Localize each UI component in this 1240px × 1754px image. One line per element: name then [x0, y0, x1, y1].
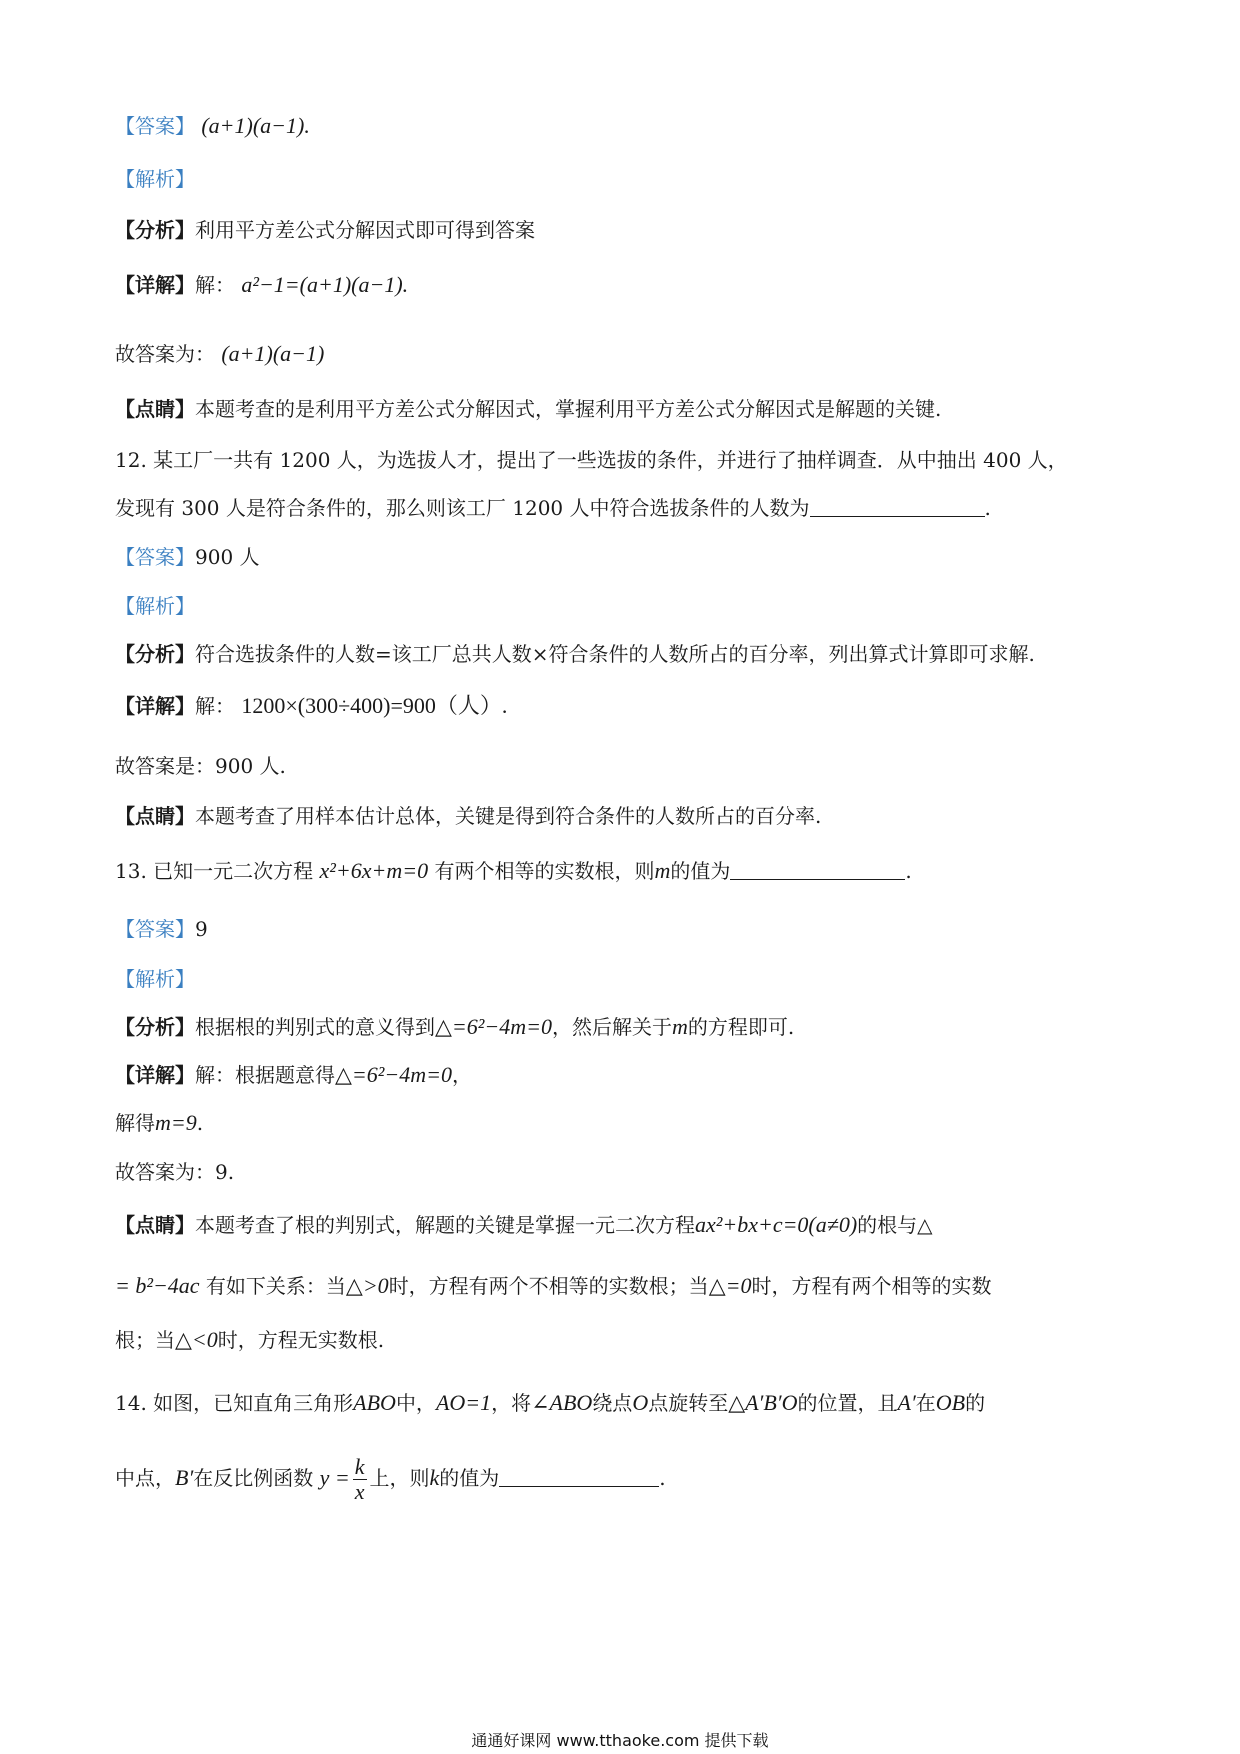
answer-expression: (a+1)(a−1).	[201, 113, 310, 138]
fraction-numerator: k	[354, 1454, 365, 1479]
question-math: k	[429, 1465, 440, 1490]
q13-solve	[115, 1109, 1135, 1137]
q12-final	[115, 752, 1135, 780]
q12-question-line1	[115, 446, 1135, 474]
final-text: 故答案是：900 人.	[115, 754, 286, 778]
final-expression: (a+1)(a−1)	[221, 341, 325, 366]
question-math: OB	[935, 1390, 966, 1415]
fenxi-label: 【分析】	[115, 642, 195, 666]
q11-xiangjie	[115, 271, 1135, 299]
q13-answer	[115, 915, 1135, 943]
dianjing-condition: △<0	[175, 1327, 218, 1352]
question-text: 有两个相等的实数根，则	[434, 859, 655, 883]
q11-dianjing	[115, 395, 1135, 423]
question-text: 12. 某工厂一共有 1200 人，为选拔人才，提出了一些选拔的条件，并进行了抽样调查．从中抽出 400 人，	[115, 448, 1068, 472]
analysis-label: 【解析】	[115, 967, 195, 991]
dianjing-text: 本题考查了用样本估计总体，关键是得到符合条件的人数所占的百分率.	[195, 804, 822, 828]
xiangjie-text: 解：	[195, 694, 235, 718]
dianjing-text: 的根与△	[857, 1213, 933, 1237]
question-text: 13. 已知一元二次方程	[115, 859, 314, 883]
dianjing-condition: △=0	[708, 1273, 752, 1298]
page-footer: 通通好课网 www.tthaoke.com 提供下载	[471, 1731, 769, 1750]
dianjing-text: 有如下关系：当	[205, 1274, 346, 1298]
q12-question-line2	[115, 494, 1135, 522]
answer-text: 9	[195, 917, 208, 941]
xiangjie-expression: △=6²−4m=0	[335, 1062, 452, 1087]
question-text: 的值为	[670, 859, 731, 883]
dianjing-expression: ax²+bx+c=0(a≠0)	[695, 1212, 858, 1237]
answer-label: 【答案】	[115, 545, 195, 569]
answer-text: 900 人	[195, 545, 260, 569]
fenxi-text: ，然后解关于	[551, 1015, 672, 1039]
question-text: 发现有 300 人是符合条件的，那么则该工厂 1200 人中符合选拔条件的人数为	[115, 496, 810, 520]
xiangjie-expression: 1200×(300÷400)=900（人）.	[241, 693, 508, 718]
final-text: 故答案为：	[115, 342, 215, 366]
answer-label: 【答案】	[115, 917, 195, 941]
solve-text: .	[196, 1111, 204, 1135]
fenxi-expression: △=6²−4m=0	[435, 1014, 552, 1039]
xiangjie-label: 【详解】	[115, 694, 195, 718]
question-text: 的位置，且	[797, 1391, 898, 1415]
fenxi-text: 符合选拔条件的人数=该工厂总共人数×符合条件的人数所占的百分率，列出算式计算即可求解.	[195, 642, 1035, 666]
dianjing-condition: △>0	[345, 1273, 389, 1298]
dianjing-label: 【点睛】	[115, 397, 195, 421]
analysis-label: 【解析】	[115, 167, 195, 191]
q11-answer	[115, 112, 1135, 140]
question-math: A′	[897, 1390, 916, 1415]
dianjing-expression: = b²−4ac	[115, 1273, 200, 1298]
question-text: 的值为	[439, 1466, 500, 1490]
q12-dianjing	[115, 802, 1135, 830]
dianjing-text: 时，方程有两个不相等的实数根；当	[388, 1274, 709, 1298]
q13-analysis-heading	[115, 965, 1135, 993]
question-end: .	[659, 1466, 666, 1490]
fenxi-text: 的方程即可.	[687, 1015, 795, 1039]
q12-answer	[115, 543, 1135, 571]
q12-xiangjie	[115, 692, 1135, 720]
fenxi-variable: m	[671, 1014, 688, 1039]
function-lhs: y =	[319, 1465, 350, 1490]
dianjing-label: 【点睛】	[115, 804, 195, 828]
q13-fenxi	[115, 1013, 1135, 1041]
question-text: 14. 如图，已知直角三角形	[115, 1391, 354, 1415]
answer-blank	[499, 1466, 659, 1487]
q13-dianjing-line3	[115, 1326, 1135, 1354]
fenxi-text: 利用平方差公式分解因式即可得到答案	[195, 218, 535, 242]
q12-analysis-heading	[115, 592, 1135, 620]
question-text: 中点，	[115, 1466, 175, 1490]
question-math: △A′B′O	[728, 1390, 798, 1415]
dianjing-text: 本题考查了根的判别式，解题的关键是掌握一元二次方程	[195, 1213, 695, 1237]
answer-blank	[730, 859, 905, 880]
final-text: 故答案为：9.	[115, 1160, 235, 1184]
question-math: B′	[175, 1465, 194, 1490]
question-text: 在反比例函数	[193, 1466, 314, 1490]
q13-question	[115, 857, 1135, 885]
xiangjie-text: 解：根据题意得	[195, 1063, 335, 1087]
dianjing-text: 本题考查的是利用平方差公式分解因式，掌握利用平方差公式分解因式是解题的关键.	[195, 397, 942, 421]
question-text: 上，则	[369, 1466, 430, 1490]
answer-label: 【答案】	[115, 114, 195, 138]
fraction-k-over-x	[353, 1455, 367, 1504]
solve-expression: m=9	[155, 1110, 197, 1135]
solve-text: 解得	[115, 1111, 155, 1135]
analysis-label: 【解析】	[115, 594, 195, 618]
question-text: 中，	[395, 1391, 436, 1415]
q11-final	[115, 340, 1135, 368]
q13-dianjing-line2	[115, 1272, 1135, 1300]
q12-fenxi	[115, 640, 1135, 668]
fraction-denominator: x	[354, 1479, 365, 1504]
q11-fenxi	[115, 216, 1135, 244]
fenxi-label: 【分析】	[115, 1015, 195, 1039]
xiangjie-text: ，	[451, 1063, 472, 1087]
question-text: 绕点	[592, 1391, 633, 1415]
question-text: 的	[965, 1391, 986, 1415]
q11-analysis-heading	[115, 165, 1135, 193]
dianjing-text: 根；当	[115, 1328, 175, 1352]
q13-dianjing	[115, 1211, 1135, 1239]
question-math: ABO	[353, 1390, 396, 1415]
q13-xiangjie	[115, 1061, 1135, 1089]
q13-final	[115, 1158, 1135, 1186]
q14-question-line2	[115, 1453, 1135, 1509]
question-variable: m	[654, 858, 671, 883]
xiangjie-text: 解：	[195, 273, 235, 297]
question-end: .	[905, 859, 912, 883]
question-equation: x²+6x+m=0	[319, 858, 429, 883]
dianjing-text: 时，方程有两个相等的实数	[751, 1274, 992, 1298]
question-math: O	[632, 1390, 649, 1415]
question-text: ，将	[491, 1391, 532, 1415]
xiangjie-label: 【详解】	[115, 273, 195, 297]
xiangjie-label: 【详解】	[115, 1063, 195, 1087]
xiangjie-expression: a²−1=(a+1)(a−1).	[241, 272, 409, 297]
dianjing-text: 时，方程无实数根.	[217, 1328, 385, 1352]
question-end: .	[984, 496, 991, 520]
q14-question-line1	[115, 1389, 1135, 1417]
answer-blank	[810, 496, 985, 517]
fenxi-label: 【分析】	[115, 218, 195, 242]
dianjing-label: 【点睛】	[115, 1213, 195, 1237]
question-text: 点旋转至	[648, 1391, 729, 1415]
question-math: ∠ABO	[531, 1390, 593, 1415]
question-math: AO=1	[435, 1390, 492, 1415]
question-text: 在	[915, 1391, 936, 1415]
fenxi-text: 根据根的判别式的意义得到	[195, 1015, 435, 1039]
